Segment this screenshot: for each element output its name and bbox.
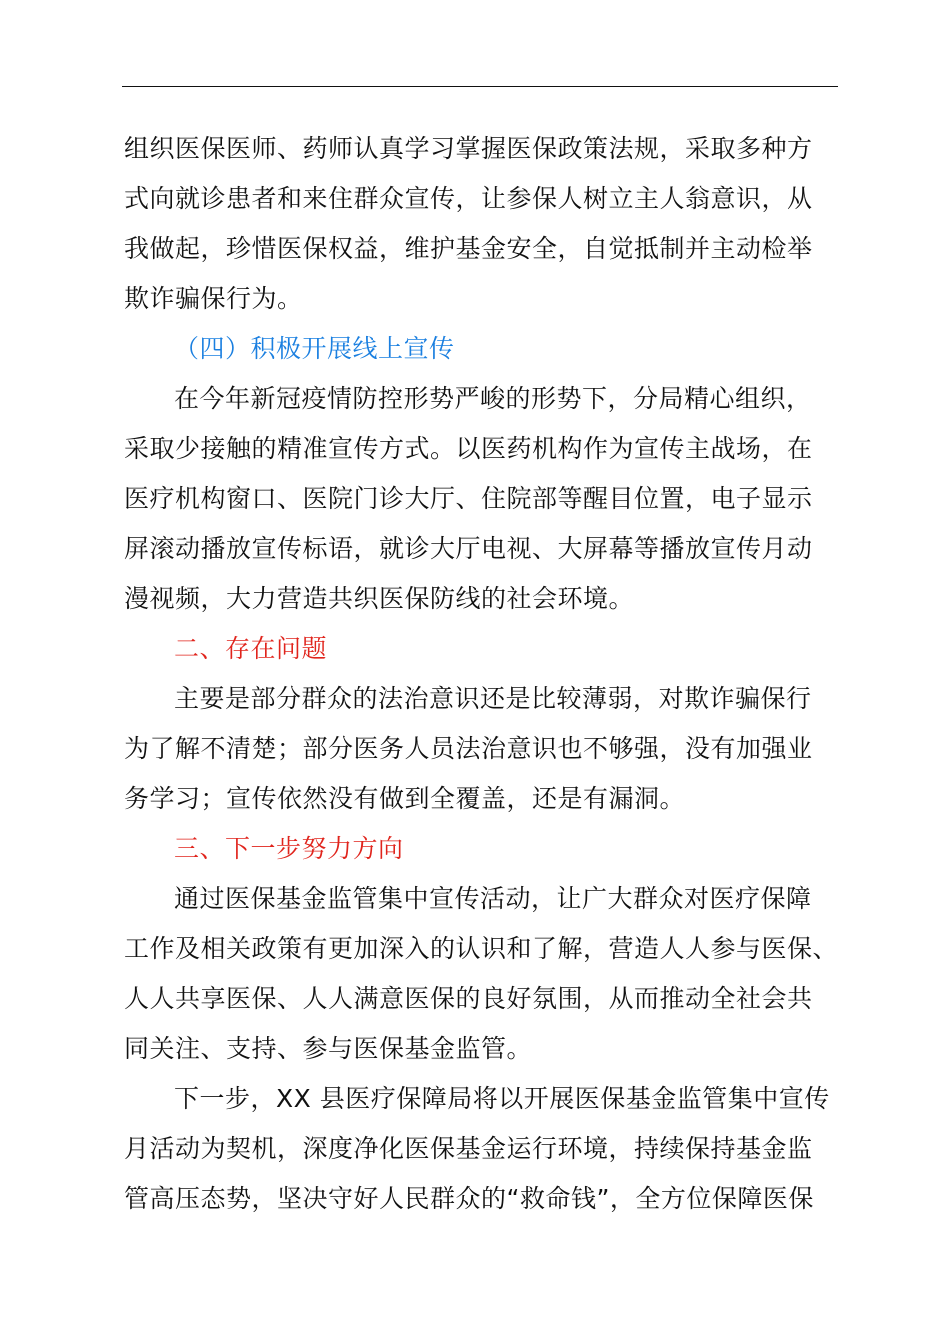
heading-existing-problems: 二、存在问题 [174,634,328,663]
paragraph-existing-problems [124,674,840,824]
text-line: 屏滚动播放宣传标语，就诊大厅电视、大屏幕等播放宣传月动 [124,534,813,563]
text-line: 通过医保基金监管集中宣传活动，让广大群众对医疗保障 [174,884,812,913]
text-line: 管高压态势，坚决守好人民群众的“救命钱”，全方位保障医保 [124,1184,814,1213]
text-line: 为了解不清楚；部分医务人员法治意识也不够强，没有加强业 [124,734,813,763]
paragraph-continuation [124,124,840,324]
heading-next-steps: 三、下一步努力方向 [174,834,404,863]
text-line: 月活动为契机，深度净化医保基金运行环境，持续保持基金监 [124,1134,813,1163]
text-line: 采取少接触的精准宣传方式。以医药机构作为宣传主战场，在 [124,434,813,463]
paragraph-next-steps [124,874,840,1074]
text-line: 我做起，珍惜医保权益，维护基金安全，自觉抵制并主动检举 [124,234,813,263]
text-line: 主要是部分群众的法治意识还是比较薄弱，对欺诈骗保行 [174,684,812,713]
text-line: 医疗机构窗口、医院门诊大厅、住院部等醒目位置，电子显示 [124,484,813,513]
document-body [124,124,840,1224]
text-line: 欺诈骗保行为。 [124,284,303,313]
text-line: 同关注、支持、参与医保基金监管。 [124,1034,533,1063]
text-line: 在今年新冠疫情防控形势严峻的形势下，分局精心组织， [174,384,812,413]
paragraph-next-step-plan [124,1074,840,1224]
text-line: 式向就诊患者和来住群众宣传，让参保人树立主人翁意识，从 [124,184,813,213]
header-rule [122,86,838,87]
text-line: 人人共享医保、人人满意医保的良好氛围，从而推动全社会共 [124,984,813,1013]
text-line: 组织医保医师、药师认真学习掌握医保政策法规，采取多种方 [124,134,813,163]
subheading-online-promotion: （四）积极开展线上宣传 [174,334,455,363]
text-line: 漫视频，大力营造共织医保防线的社会环境。 [124,584,635,613]
paragraph-online-promotion [124,374,840,624]
text-line: 务学习；宣传依然没有做到全覆盖，还是有漏洞。 [124,784,686,813]
text-line: 工作及相关政策有更加深入的认识和了解，营造人人参与医保、 [124,934,839,963]
text-line: 下一步，XX 县医疗保障局将以开展医保基金监管集中宣传 [174,1084,830,1113]
